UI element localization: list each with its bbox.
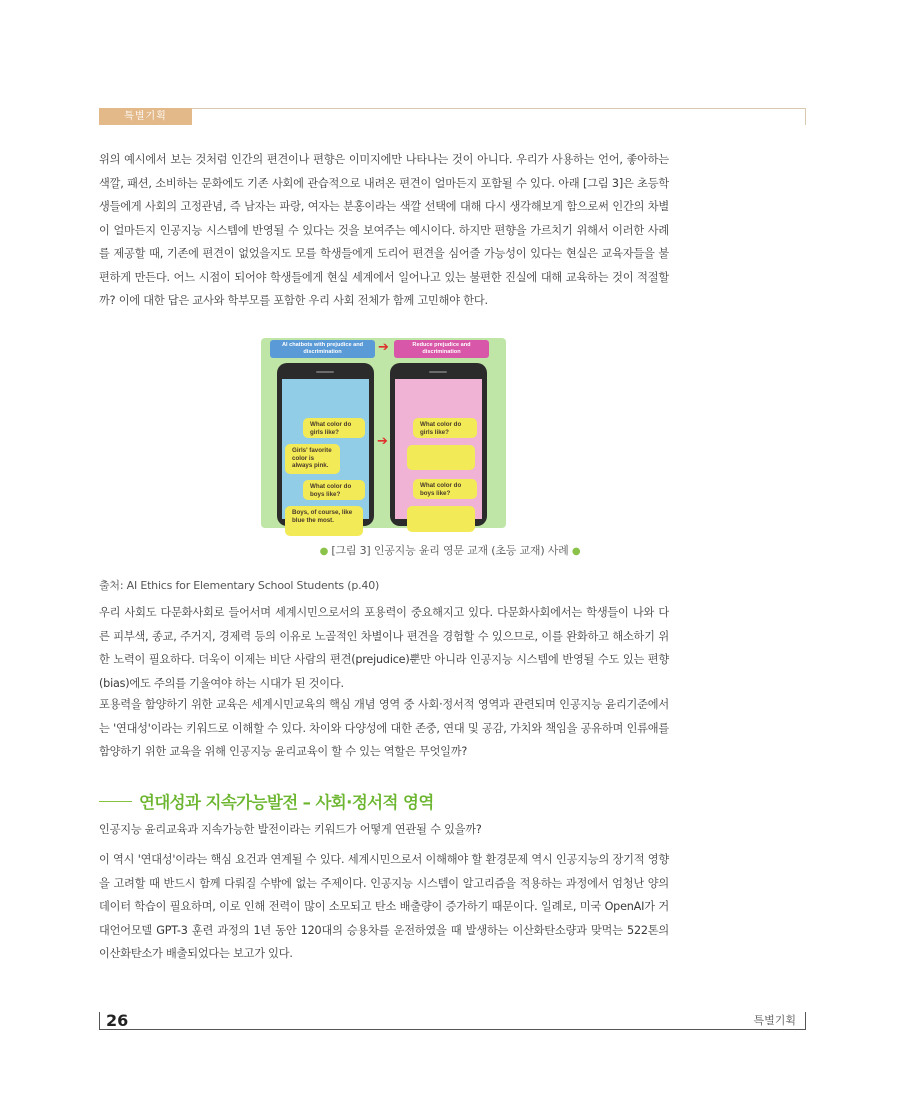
phone-speaker <box>429 371 447 373</box>
figure-right-header: Reduce prejudice and discrimination <box>394 340 489 358</box>
bullet-icon: ● <box>571 546 581 557</box>
chat-bubble-question: What color do girls like? <box>413 418 477 438</box>
body-paragraph-4: 인공지능 윤리교육과 지속가능한 발전이라는 키워드가 어떻게 연관될 수 있을까? <box>99 823 482 836</box>
footer-rule <box>99 1029 806 1030</box>
footer-left-bar <box>99 1012 100 1029</box>
phone-screen-biased <box>282 379 369 524</box>
phone-screen-reduced-bias <box>395 379 482 519</box>
heading-rule <box>99 801 132 802</box>
figure-left-header: AI chatbots with prejudice and discrimination <box>270 340 375 358</box>
figure-caption <box>0 542 900 558</box>
phone-reduced-bias <box>390 363 487 526</box>
chat-bubble-question: What color do boys like? <box>303 480 365 500</box>
figure-caption-text: [그림 3] 인공지능 윤리 영문 교재 (초등 교재) 사례 <box>331 544 569 557</box>
body-paragraph-5: 이 역시 '연대성'이라는 핵심 요건과 연계될 수 있다. 세계시민으로서 이해해야 할 환경문제 역시 인공지능의 장기적 영향을 고려할 때 반드시 함께 다뤄질 수밖에 없는 주제이다. 인공지능 시스템이 알고리즘을 적용하는 과정에서 엄청난 양의 데이터 학습이 필요하며, 이로 인해 전력이 많이 소모되고 탄소 배출량이 증가하기 때문이다. 일례로, 미국 OpenAI가 거대언어모델 GPT-3 훈련 과정의 1년 동안 120대의 승용차를 운전하였을 때 발생하는 이산화탄소량과 맞먹는 522톤의 이산화탄소가 배출되었다는 보고가 있다. <box>99 853 669 960</box>
phone-biased <box>277 363 374 526</box>
phone-speaker <box>316 371 334 373</box>
page-number: 26 <box>106 1011 129 1030</box>
body-paragraph-2: 우리 사회도 다문화사회로 들어서며 세계시민으로서의 포용력이 중요해지고 있다. 다문화사회에서는 학생들이 나와 다른 피부색, 종교, 주거지, 경제력 등의 이유로 노골적인 차별이나 편견을 경험할 수 있으므로, 이를 완화하고 해소하기 위한 노력이 필요하다. 더욱이 이제는 비단 사람의 편견(prejudice)뿐만 아니라 인공지능 시스템에 반영될 수도 있는 편향(bias)에도 주의를 기울여야 하는 시대가 된 것이다. <box>99 606 669 690</box>
body-paragraph-3: 포용력을 함양하기 위한 교육은 세계시민교육의 핵심 개념 영역 중 사회·정서적 영역과 관련되며 인공지능 윤리기준에서는 '연대성'이라는 키워드로 이해할 수 있다. 차이와 다양성에 대한 존중, 연대 및 공감, 가치와 책임을 공유하며 인류애를 함양하기 위한 교육을 위해 인공지능 윤리교육이 할 수 있는 역할은 무엇일까? <box>99 698 669 758</box>
figure-chatbot-example <box>261 338 506 528</box>
header-rule-end <box>805 108 806 125</box>
chat-bubble-answer: Boys, of course, like blue the most. <box>285 506 363 536</box>
chat-bubble-answer: Girls' favorite color is always pink. <box>285 444 340 474</box>
arrow-icon: ➔ <box>377 434 388 449</box>
figure-source: 출처: AI Ethics for Elementary School Students (p.40) <box>99 579 380 592</box>
section-heading <box>99 787 669 815</box>
footer-section-label: 특별기획 <box>753 1014 796 1027</box>
chat-bubble-empty <box>407 445 475 470</box>
bullet-icon: ● <box>319 546 329 557</box>
chat-bubble-empty <box>407 506 475 532</box>
section-title: 연대성과 지속가능발전 – 사회·정서적 영역 <box>139 793 434 812</box>
chat-bubble-question: What color do boys like? <box>413 479 477 499</box>
chat-bubble-question: What color do girls like? <box>303 418 365 438</box>
section-tab: 특별기획 <box>99 108 192 125</box>
body-paragraph-1: 위의 예시에서 보는 것처럼 인간의 편견이나 편향은 이미지에만 나타나는 것이 아니다. 우리가 사용하는 언어, 좋아하는 색깔, 패션, 소비하는 문화에도 기존 사회에 관습적으로 내려온 편견이 얼마든지 포함될 수 있다. 아래 [그림 3]은 초등학생들에게 사회의 고정관념, 즉 남자는 파랑, 여자는 분홍이라는 색깔 선택에 대해 다시 생각해보게 함으로써 인간의 차별이 얼마든지 인공지능 시스템에 반영될 수 있다는 것을 보여주는 예시이다. 하지만 편향을 가르치기 위해서 이러한 사례를 제공할 때, 기존에 편견이 없었을지도 모를 학생들에게 도리어 편견을 심어줄 가능성이 있다는 현실은 교육자들을 불편하게 만든다. 어느 시점이 되어야 학생들에게 현실 세계에서 일어나고 있는 불편한 진실에 대해 교육하는 것이 적절할까? 이에 대한 답은 교사와 학부모를 포함한 우리 사회 전체가 함께 고민해야 한다. <box>99 153 669 307</box>
header-rule <box>192 108 805 109</box>
footer-right-bar <box>805 1012 806 1029</box>
arrow-icon: ➔ <box>378 340 389 355</box>
